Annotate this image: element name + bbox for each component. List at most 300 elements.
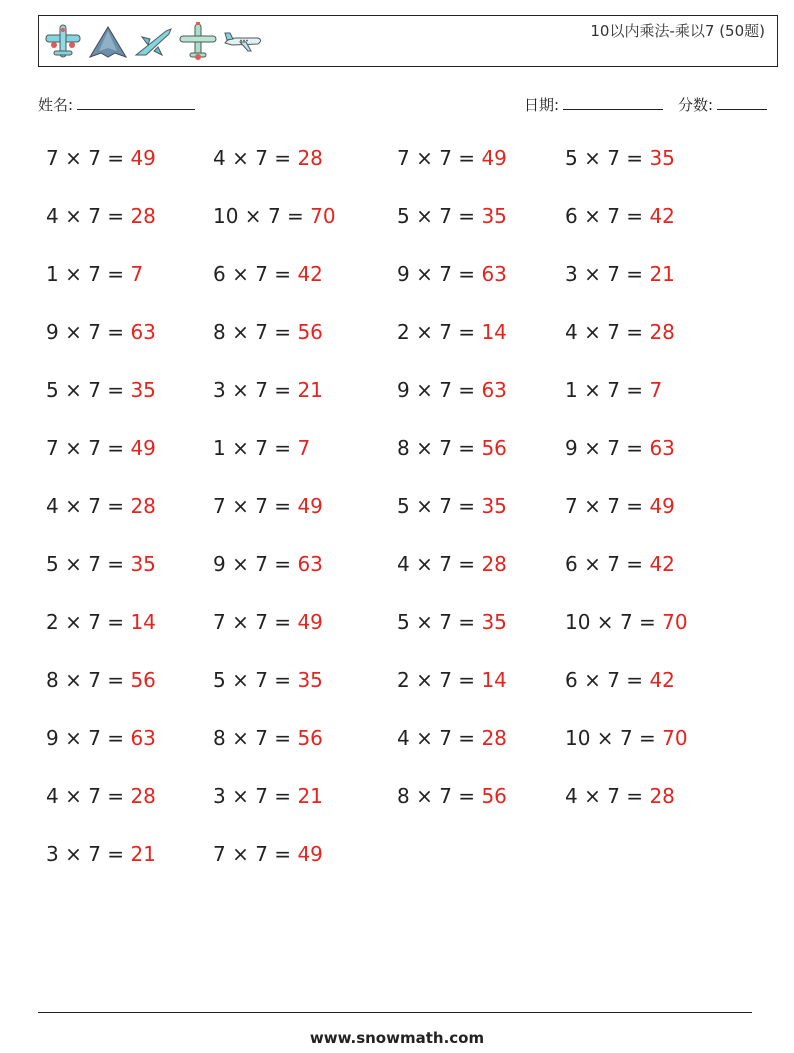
multiplier: 7 <box>255 436 268 460</box>
name-line[interactable] <box>77 95 195 110</box>
equals-sign: = <box>451 552 482 576</box>
times-sign: × <box>58 494 89 518</box>
answer: 49 <box>297 494 323 518</box>
multiplier: 7 <box>439 494 452 518</box>
multiplicand: 3 <box>213 378 226 402</box>
multiplicand: 8 <box>213 726 226 750</box>
answer: 49 <box>130 146 156 170</box>
multiplicand: 8 <box>46 668 59 692</box>
answer: 63 <box>481 262 507 286</box>
multiplicand: 6 <box>565 668 578 692</box>
multiplicand: 6 <box>213 262 226 286</box>
times-sign: × <box>58 726 89 750</box>
multiplicand: 7 <box>565 494 578 518</box>
multiplicand: 6 <box>565 204 578 228</box>
times-sign: × <box>577 436 608 460</box>
multiplier: 7 <box>607 668 620 692</box>
equals-sign: = <box>451 726 482 750</box>
multiplier: 7 <box>255 146 268 170</box>
equals-sign: = <box>619 494 650 518</box>
problem-item <box>213 204 336 228</box>
times-sign: × <box>238 204 268 228</box>
equals-sign: = <box>267 146 298 170</box>
equals-sign: = <box>267 320 298 344</box>
answer: 42 <box>297 262 323 286</box>
problem-item <box>46 262 143 286</box>
date-line[interactable] <box>563 95 663 110</box>
multiplicand: 1 <box>46 262 59 286</box>
equals-sign: = <box>280 204 311 228</box>
times-sign: × <box>409 610 440 634</box>
answer: 35 <box>297 668 323 692</box>
problem-item <box>46 204 156 228</box>
problem-item <box>565 552 675 576</box>
problem-item <box>46 494 156 518</box>
answer: 63 <box>297 552 323 576</box>
score-field <box>678 94 767 115</box>
answer: 63 <box>130 726 156 750</box>
problem-item <box>213 610 323 634</box>
multiplicand: 5 <box>397 494 410 518</box>
multiplier: 7 <box>255 610 268 634</box>
answer: 21 <box>297 784 323 808</box>
multiplier: 7 <box>607 204 620 228</box>
answer: 35 <box>481 610 507 634</box>
multiplier: 7 <box>439 610 452 634</box>
multiplicand: 5 <box>46 552 59 576</box>
times-sign: × <box>409 262 440 286</box>
problem-item <box>565 378 662 402</box>
problem-item <box>565 726 688 750</box>
multiplier: 7 <box>255 262 268 286</box>
problem-item <box>397 494 507 518</box>
problem-item <box>46 146 156 170</box>
times-sign: × <box>58 552 89 576</box>
problem-item <box>565 204 675 228</box>
answer: 63 <box>649 436 675 460</box>
times-sign: × <box>409 726 440 750</box>
multiplier: 7 <box>439 262 452 286</box>
multiplicand: 9 <box>213 552 226 576</box>
multiplier: 7 <box>607 320 620 344</box>
multiplier: 7 <box>88 726 101 750</box>
equals-sign: = <box>267 726 298 750</box>
multiplicand: 1 <box>565 378 578 402</box>
times-sign: × <box>409 552 440 576</box>
footer-url: www.snowmath.com <box>309 1029 485 1047</box>
answer: 49 <box>649 494 675 518</box>
multiplicand: 4 <box>46 494 59 518</box>
equals-sign: = <box>619 146 650 170</box>
problem-item <box>565 436 675 460</box>
times-sign: × <box>225 726 256 750</box>
equals-sign: = <box>451 494 482 518</box>
multiplier: 7 <box>88 668 101 692</box>
multiplier: 7 <box>88 436 101 460</box>
answer: 14 <box>481 668 507 692</box>
times-sign: × <box>58 320 89 344</box>
equals-sign: = <box>619 552 650 576</box>
times-sign: × <box>58 262 89 286</box>
problem-item <box>213 552 323 576</box>
multiplicand: 5 <box>213 668 226 692</box>
times-sign: × <box>577 204 608 228</box>
equals-sign: = <box>267 552 298 576</box>
problem-item <box>397 552 507 576</box>
answer: 35 <box>481 204 507 228</box>
equals-sign: = <box>632 610 663 634</box>
equals-sign: = <box>619 436 650 460</box>
jet-fighter-icon <box>132 21 174 63</box>
problem-item <box>213 494 323 518</box>
problem-item <box>397 784 507 808</box>
equals-sign: = <box>451 378 482 402</box>
times-sign: × <box>225 436 256 460</box>
multiplier: 7 <box>255 784 268 808</box>
plane-icons <box>42 21 264 63</box>
equals-sign: = <box>619 204 650 228</box>
problem-item <box>565 668 675 692</box>
multiplier: 7 <box>439 378 452 402</box>
multiplier: 7 <box>439 436 452 460</box>
multiplicand: 8 <box>213 320 226 344</box>
multiplier: 7 <box>88 146 101 170</box>
answer: 28 <box>130 204 156 228</box>
times-sign: × <box>409 204 440 228</box>
multiplier: 7 <box>255 842 268 866</box>
worksheet-title: 10以内乘法-乘以7 (50题) <box>590 22 765 40</box>
multiplier: 7 <box>607 494 620 518</box>
equals-sign: = <box>619 784 650 808</box>
problem-item <box>46 552 156 576</box>
times-sign: × <box>409 320 440 344</box>
date-label: 日期: <box>524 96 560 114</box>
times-sign: × <box>58 610 89 634</box>
problem-item <box>46 436 156 460</box>
multiplicand: 5 <box>565 146 578 170</box>
equals-sign: = <box>100 842 131 866</box>
score-label: 分数: <box>678 96 714 114</box>
problem-item <box>397 204 507 228</box>
answer: 21 <box>297 378 323 402</box>
multiplicand: 10 <box>565 610 591 634</box>
score-line[interactable] <box>717 95 767 110</box>
answer: 21 <box>649 262 675 286</box>
equals-sign: = <box>100 552 131 576</box>
times-sign: × <box>225 378 256 402</box>
equals-sign: = <box>100 784 131 808</box>
multiplicand: 9 <box>46 320 59 344</box>
multiplicand: 9 <box>565 436 578 460</box>
answer: 28 <box>481 726 507 750</box>
footer-divider <box>38 1012 752 1013</box>
multiplier: 7 <box>619 726 633 750</box>
times-sign: × <box>58 436 89 460</box>
problem-item <box>213 668 323 692</box>
problem-item <box>213 842 323 866</box>
equals-sign: = <box>100 610 131 634</box>
multiplier: 7 <box>607 146 620 170</box>
equals-sign: = <box>619 262 650 286</box>
equals-sign: = <box>100 320 131 344</box>
multiplicand: 2 <box>46 610 59 634</box>
answer: 28 <box>297 146 323 170</box>
multiplier: 7 <box>88 378 101 402</box>
answer: 28 <box>130 494 156 518</box>
problem-item <box>46 842 156 866</box>
answer: 28 <box>130 784 156 808</box>
propeller-plane-icon <box>177 21 219 63</box>
name-label: 姓名: <box>38 96 74 114</box>
problem-item <box>46 726 156 750</box>
equals-sign: = <box>451 436 482 460</box>
times-sign: × <box>58 842 89 866</box>
answer: 28 <box>649 784 675 808</box>
problem-item <box>46 378 156 402</box>
problem-item <box>565 262 675 286</box>
answer: 49 <box>481 146 507 170</box>
answer: 7 <box>130 262 144 286</box>
problem-item <box>565 784 675 808</box>
multiplier: 7 <box>255 726 268 750</box>
equals-sign: = <box>267 378 298 402</box>
multiplier: 7 <box>255 494 268 518</box>
times-sign: × <box>225 552 256 576</box>
problem-item <box>213 320 323 344</box>
equals-sign: = <box>100 668 131 692</box>
problem-item <box>213 726 323 750</box>
times-sign: × <box>577 262 608 286</box>
multiplier: 7 <box>439 726 452 750</box>
multiplier: 7 <box>439 668 452 692</box>
times-sign: × <box>577 146 608 170</box>
multiplicand: 10 <box>213 204 239 228</box>
multiplicand: 9 <box>397 262 410 286</box>
answer: 21 <box>130 842 156 866</box>
multiplicand: 4 <box>397 552 410 576</box>
multiplier: 7 <box>88 552 101 576</box>
equals-sign: = <box>100 378 131 402</box>
multiplier: 7 <box>267 204 281 228</box>
problem-item <box>397 320 507 344</box>
problem-item <box>397 610 507 634</box>
equals-sign: = <box>451 146 482 170</box>
times-sign: × <box>577 668 608 692</box>
problem-item <box>565 320 675 344</box>
multiplicand: 4 <box>565 784 578 808</box>
multiplier: 7 <box>439 784 452 808</box>
times-sign: × <box>58 204 89 228</box>
times-sign: × <box>409 494 440 518</box>
multiplicand: 7 <box>213 842 226 866</box>
problem-item <box>213 262 323 286</box>
times-sign: × <box>225 262 256 286</box>
answer: 49 <box>297 610 323 634</box>
multiplicand: 9 <box>397 378 410 402</box>
times-sign: × <box>577 494 608 518</box>
problem-item <box>46 610 156 634</box>
answer: 63 <box>481 378 507 402</box>
multiplicand: 2 <box>397 320 410 344</box>
equals-sign: = <box>267 262 298 286</box>
multiplicand: 9 <box>46 726 59 750</box>
multiplicand: 7 <box>213 494 226 518</box>
answer: 42 <box>649 552 675 576</box>
problem-item <box>397 378 507 402</box>
times-sign: × <box>590 726 620 750</box>
multiplier: 7 <box>607 262 620 286</box>
answer: 70 <box>662 610 688 634</box>
multiplier: 7 <box>255 320 268 344</box>
multiplicand: 3 <box>565 262 578 286</box>
times-sign: × <box>225 784 256 808</box>
multiplicand: 7 <box>46 146 59 170</box>
equals-sign: = <box>451 784 482 808</box>
times-sign: × <box>58 784 89 808</box>
equals-sign: = <box>267 842 298 866</box>
multiplicand: 5 <box>397 610 410 634</box>
multiplicand: 4 <box>46 204 59 228</box>
times-sign: × <box>225 842 256 866</box>
problem-item <box>565 494 675 518</box>
problem-item <box>565 146 675 170</box>
answer: 56 <box>481 784 507 808</box>
times-sign: × <box>409 378 440 402</box>
multiplicand: 10 <box>565 726 591 750</box>
multiplicand: 7 <box>46 436 59 460</box>
answer: 35 <box>649 146 675 170</box>
equals-sign: = <box>267 610 298 634</box>
multiplier: 7 <box>88 842 101 866</box>
times-sign: × <box>409 784 440 808</box>
problem-item <box>213 146 323 170</box>
equals-sign: = <box>451 262 482 286</box>
multiplicand: 3 <box>213 784 226 808</box>
equals-sign: = <box>451 320 482 344</box>
multiplier: 7 <box>88 494 101 518</box>
problem-item <box>397 726 507 750</box>
multiplicand: 5 <box>397 204 410 228</box>
equals-sign: = <box>100 494 131 518</box>
times-sign: × <box>225 494 256 518</box>
equals-sign: = <box>267 436 298 460</box>
equals-sign: = <box>619 668 650 692</box>
times-sign: × <box>590 610 620 634</box>
times-sign: × <box>225 668 256 692</box>
answer: 42 <box>649 668 675 692</box>
multiplier: 7 <box>255 668 268 692</box>
multiplier: 7 <box>88 320 101 344</box>
equals-sign: = <box>619 378 650 402</box>
times-sign: × <box>409 436 440 460</box>
equals-sign: = <box>451 610 482 634</box>
answer: 70 <box>662 726 688 750</box>
equals-sign: = <box>619 320 650 344</box>
multiplicand: 2 <box>397 668 410 692</box>
equals-sign: = <box>100 726 131 750</box>
answer: 56 <box>297 320 323 344</box>
multiplier: 7 <box>255 552 268 576</box>
equals-sign: = <box>267 668 298 692</box>
answer: 70 <box>310 204 336 228</box>
times-sign: × <box>577 784 608 808</box>
multiplicand: 1 <box>213 436 226 460</box>
times-sign: × <box>409 146 440 170</box>
equals-sign: = <box>100 204 131 228</box>
multiplicand: 6 <box>565 552 578 576</box>
multiplier: 7 <box>607 552 620 576</box>
problem-item <box>565 610 688 634</box>
problem-item <box>213 784 323 808</box>
multiplier: 7 <box>88 204 101 228</box>
multiplier: 7 <box>255 378 268 402</box>
header-box <box>38 15 778 67</box>
equals-sign: = <box>100 436 131 460</box>
problem-item <box>397 668 507 692</box>
multiplier: 7 <box>607 784 620 808</box>
stealth-jet-icon <box>87 21 129 63</box>
multiplicand: 7 <box>397 146 410 170</box>
multiplicand: 4 <box>213 146 226 170</box>
answer: 56 <box>297 726 323 750</box>
times-sign: × <box>577 378 608 402</box>
answer: 56 <box>130 668 156 692</box>
answer: 35 <box>130 378 156 402</box>
multiplicand: 7 <box>213 610 226 634</box>
multiplicand: 3 <box>46 842 59 866</box>
multiplier: 7 <box>439 204 452 228</box>
problem-item <box>397 262 507 286</box>
airplane-icon <box>42 21 84 63</box>
answer: 63 <box>130 320 156 344</box>
equals-sign: = <box>451 668 482 692</box>
multiplicand: 4 <box>46 784 59 808</box>
times-sign: × <box>58 378 89 402</box>
times-sign: × <box>225 146 256 170</box>
answer: 14 <box>481 320 507 344</box>
answer: 35 <box>130 552 156 576</box>
multiplicand: 8 <box>397 784 410 808</box>
equals-sign: = <box>451 204 482 228</box>
answer: 35 <box>481 494 507 518</box>
multiplier: 7 <box>88 262 101 286</box>
answer: 42 <box>649 204 675 228</box>
answer: 28 <box>481 552 507 576</box>
multiplier: 7 <box>619 610 633 634</box>
problem-item <box>46 784 156 808</box>
answer: 49 <box>130 436 156 460</box>
problem-item <box>397 436 507 460</box>
multiplicand: 4 <box>397 726 410 750</box>
problem-item <box>397 146 507 170</box>
answer: 28 <box>649 320 675 344</box>
multiplier: 7 <box>88 610 101 634</box>
problem-item <box>46 320 156 344</box>
equals-sign: = <box>267 784 298 808</box>
times-sign: × <box>58 668 89 692</box>
equals-sign: = <box>267 494 298 518</box>
name-field <box>38 94 195 115</box>
multiplicand: 4 <box>565 320 578 344</box>
problem-item <box>213 436 310 460</box>
answer: 49 <box>297 842 323 866</box>
times-sign: × <box>58 146 89 170</box>
equals-sign: = <box>632 726 663 750</box>
times-sign: × <box>409 668 440 692</box>
answer: 56 <box>481 436 507 460</box>
answer: 14 <box>130 610 156 634</box>
equals-sign: = <box>100 262 131 286</box>
